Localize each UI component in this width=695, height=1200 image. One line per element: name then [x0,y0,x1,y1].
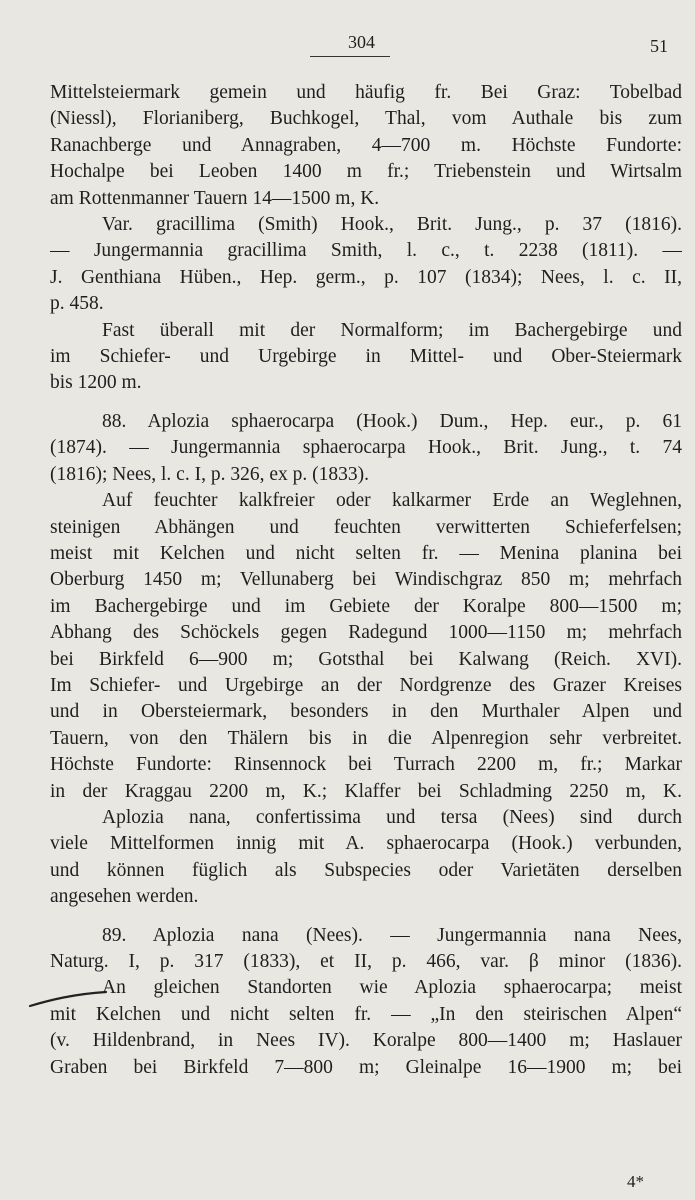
text-line: steinigen Abhängen und feuchten verwitterten Schieferfelsen; [50,516,682,538]
signature-number: 51 [650,36,668,56]
paragraph-species-88-habitat [50,488,682,805]
text-line: im Bachergebirge und im Gebiete der Koralpe 800—1500 m; [50,595,682,617]
text-line: Graben bei Birkfeld 7—800 m; Gleinalpe 16—1900 m; bei [50,1056,682,1078]
text-line: Tauern, von den Thälern bis in die Alpenregion sehr verbreitet. [50,727,682,749]
text-line: Oberburg 1450 m; Vellunaberg bei Windischgraz 850 m; mehrfach [50,569,682,591]
text-line: 89. Aplozia nana (Nees). — Jungermannia nana Nees, [102,924,682,946]
text-line: An gleichen Standorten wie Aplozia sphaerocarpa; meist [102,977,682,999]
text-line: Fast überall mit der Normalform; im Bachergebirge und [102,319,682,341]
text-line: J. Genthiana Hüben., Hep. germ., p. 107 (1834); Nees, l. c. II, [50,266,682,288]
text-line: und in Obersteiermark, besonders in den Murthaler Alpen und [50,701,682,723]
text-line: Mittelsteiermark gemein und häufig fr. Bei Graz: Tobelbad [50,82,682,103]
text-line: mit Kelchen und nicht selten fr. — „In den steirischen Alpen“ [50,1003,682,1025]
text-line: (1816); Nees, l. c. I, p. 326, ex p. (1833). [50,463,369,485]
text-line: (1874). — Jungermannia sphaerocarpa Hook., Brit. Jung., t. 74 [50,437,682,459]
header-rule [310,56,390,57]
text-line: Naturg. I, p. 317 (1833), et II, p. 466, var. β minor (1836). [50,951,682,972]
paragraph-var-gracillima [50,212,682,318]
paragraph-species-88 [50,409,682,488]
text-line: 88. Aplozia sphaerocarpa (Hook.) Dum., Hep. eur., p. 61 [102,410,682,432]
text-line: meist mit Kelchen und nicht selten fr. — Menina planina bei [50,542,682,564]
text-line: (Niessl), Florianiberg, Buchkogel, Thal, vom Authale bis zum [50,108,682,130]
text-line: Var. gracillima (Smith) Hook., Brit. Jung., p. 37 (1816). [102,214,682,236]
text-line: (v. Hildenbrand, in Nees IV). Koralpe 800—1400 m; Haslauer [50,1030,682,1052]
paragraph-var-habitat [50,318,682,397]
page-number: 304 [348,32,375,52]
text-line: viele Mittelformen innig mit A. sphaerocarpa (Hook.) verbunden, [50,833,682,855]
text-line: Abhang des Schöckels gegen Radegund 1000—1150 m; mehrfach [50,622,682,644]
text-line: Ranachberge und Annagraben, 4—700 m. Höchste Fundorte: [50,134,682,156]
text-line: Aplozia nana, confertissima und tersa (Nees) sind durch [102,806,682,828]
text-line: p. 458. [50,293,104,315]
text-line: Im Schiefer- und Urgebirge an der Nordgrenze des Grazer Kreises [50,674,682,696]
text-line: Hochalpe bei Leoben 1400 m fr.; Triebenstein und Wirtsalm [50,161,682,183]
text-line: und können füglich als Subspecies oder Varietäten derselben [50,859,682,881]
text-line: am Rottenmanner Tauern 14—1500 m, K. [50,187,380,209]
paragraph-aplozia-note [50,805,682,911]
signature-mark: 4* [627,1172,644,1191]
text-line: in der Kraggau 2200 m, K.; Klaffer bei Schladming 2250 m, K. [50,780,682,802]
text-line: — Jungermannia gracillima Smith, l. c., t. 2238 (1811). — [50,240,682,262]
text-line: Auf feuchter kalkfreier oder kalkarmer Erde an Weglehnen, [102,490,682,512]
text-line: angesehen werden. [50,886,199,908]
text-line: bis 1200 m. [50,372,142,394]
paragraph-species-89-habitat [50,975,682,1081]
text-line: im Schiefer- und Urgebirge in Mittel- und Ober-Steiermark [50,346,682,368]
text-line: bei Birkfeld 6—900 m; Gotsthal bei Kalwang (Reich. XVI). [50,648,682,670]
paragraph-species-89 [50,923,682,976]
paragraph-distribution [50,80,682,212]
page-text [50,80,682,1081]
text-line: Höchste Fundorte: Rinsennock bei Turrach 2200 m, fr.; Markar [50,754,682,776]
